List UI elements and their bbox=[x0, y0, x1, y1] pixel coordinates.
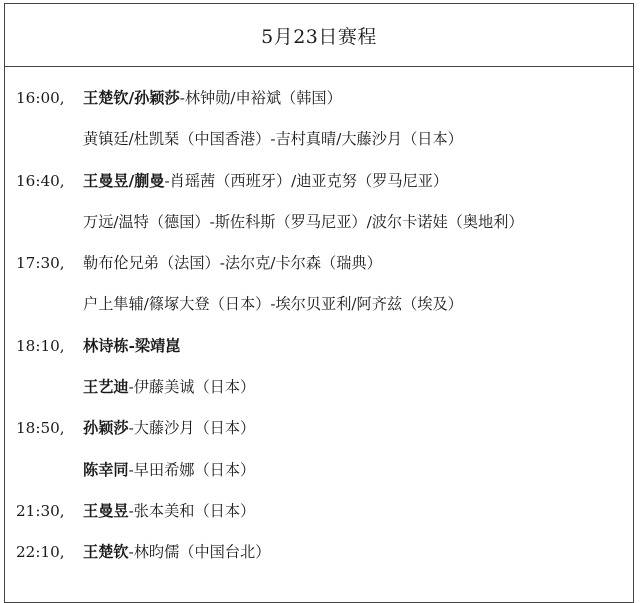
schedule-list bbox=[16, 78, 627, 574]
match-players: 勒布伦兄弟（法国）-法尔克/卡尔森（瑞典） bbox=[83, 254, 382, 273]
match-players-highlight: 王楚钦/孙颖莎 bbox=[83, 89, 180, 107]
match-players: -早田希娜（日本） bbox=[128, 460, 256, 479]
schedule-row bbox=[16, 532, 627, 573]
match-players-highlight: 王楚钦 bbox=[83, 543, 129, 562]
match-time: 16:00, bbox=[16, 89, 65, 107]
match-players: -林昀儒（中国台北） bbox=[128, 543, 271, 562]
match-players: 万远/温特（德国）-斯佐科斯（罗马尼亚）/波尔卡诺娃（奥地利） bbox=[83, 212, 524, 231]
match-players: 户上隼辅/篠塚大登（日本）-埃尔贝亚利/阿齐兹（埃及） bbox=[83, 295, 463, 314]
match-players-highlight: 陈幸同 bbox=[83, 460, 129, 479]
match-players-highlight: 孙颖莎 bbox=[83, 419, 129, 438]
schedule-row bbox=[16, 450, 627, 491]
match-players-highlight: 王曼昱/蒯曼 bbox=[83, 171, 165, 190]
page-title: 5月23日赛程 bbox=[5, 4, 633, 67]
schedule-row bbox=[16, 408, 627, 449]
match-time: 16:40, bbox=[16, 171, 65, 190]
match-players: -林钟勋/申裕斌（韩国） bbox=[179, 89, 342, 107]
schedule-row bbox=[16, 284, 627, 325]
schedule-row bbox=[16, 491, 627, 532]
match-time: 21:30, bbox=[16, 501, 65, 520]
match-players-highlight: 王艺迪 bbox=[83, 378, 129, 397]
match-players: -张本美和（日本） bbox=[128, 501, 256, 520]
schedule-row bbox=[16, 161, 627, 202]
match-players-highlight: 王曼昱 bbox=[83, 501, 129, 520]
schedule-row bbox=[16, 326, 627, 367]
match-players-highlight: 林诗栋-梁靖崑 bbox=[83, 336, 181, 355]
schedule-sheet bbox=[4, 3, 634, 603]
match-time: 18:10, bbox=[16, 336, 65, 355]
schedule-row bbox=[16, 78, 627, 119]
match-time: 22:10, bbox=[16, 543, 65, 562]
schedule-row bbox=[16, 202, 627, 243]
match-players: -大藤沙月（日本） bbox=[128, 419, 256, 438]
match-time: 18:50, bbox=[16, 419, 65, 438]
match-players: -肖瑶茜（西班牙）/迪亚克努（罗马尼亚） bbox=[164, 171, 449, 190]
schedule-row bbox=[16, 243, 627, 284]
schedule-row bbox=[16, 367, 627, 408]
match-players: -伊藤美诚（日本） bbox=[128, 378, 256, 397]
match-players: 黄镇廷/杜凯琹（中国香港）-吉村真晴/大藤沙月（日本） bbox=[83, 130, 463, 149]
schedule-row bbox=[16, 119, 627, 160]
match-time: 17:30, bbox=[16, 254, 65, 273]
